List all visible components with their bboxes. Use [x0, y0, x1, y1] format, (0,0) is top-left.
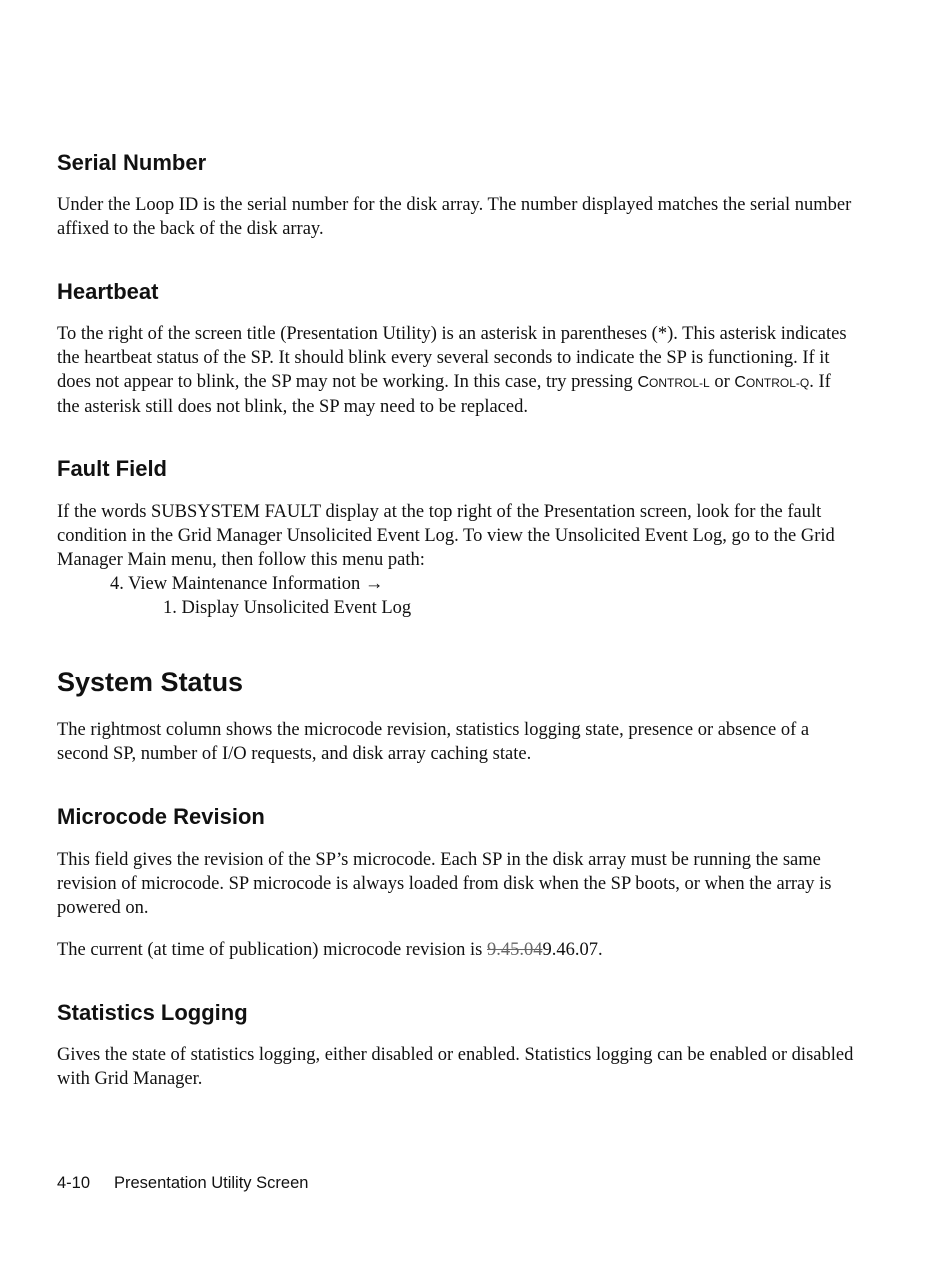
- heartbeat-text-part-1: To the right of the screen title (Presentation Utility) is an asterisk in parentheses (*). This asterisk indicates the heartbeat status of the SP. It should blink every several seconds to indicate the SP is functioning. If it does not appear to blink, the SP may not be working. In this case, try pressing: [57, 324, 847, 392]
- system-status-paragraph: The rightmost column shows the microcode revision, statistics logging state, presence or absence of a second SP, number of I/O requests, and disk array caching state.: [57, 720, 810, 764]
- menu-path-step-2: 1. Display Unsolicited Event Log: [163, 598, 412, 618]
- control-q-key: CONTROL-Q: [734, 374, 810, 391]
- system-status-heading: System Status: [57, 667, 244, 697]
- microcode-revision-paragraph: This field gives the revision of the SP’s microcode. Each SP in the disk array must be running the same revision of microcode. SP microcode is always loaded from disk when the SP boots, or when the array is powered on.: [57, 850, 832, 918]
- heartbeat-paragraph: [57, 322, 857, 419]
- serial-number-heading: Serial Number: [57, 150, 207, 175]
- or-text: or: [709, 372, 735, 392]
- statistics-logging-paragraph: Gives the state of statistics logging, either disabled or enabled. Statistics logging can be enabled or disabled with Grid Manager.: [57, 1045, 854, 1089]
- new-revision: 9.46.07: [542, 940, 598, 960]
- old-revision-strikethrough: 9.45.04: [486, 940, 543, 960]
- page-number: 4-10: [57, 1174, 91, 1192]
- current-revision-prefix: The current (at time of publication) microcode revision is: [57, 940, 487, 960]
- heartbeat-text-part-2: . If the asterisk still does not blink, the SP may need to be replaced.: [57, 372, 831, 417]
- current-revision-paragraph: [57, 938, 603, 962]
- serial-number-paragraph: Under the Loop ID is the serial number for the disk array. The number displayed matches the serial number affixed to the back of the disk array.: [57, 195, 852, 239]
- current-revision-suffix: .: [597, 940, 603, 960]
- footer-title: Presentation Utility Screen: [114, 1174, 309, 1192]
- control-l-key: CONTROL-L: [637, 374, 710, 391]
- microcode-revision-heading: Microcode Revision: [57, 804, 265, 829]
- page-footer: [57, 1174, 308, 1193]
- fault-field-paragraph: If the words SUBSYSTEM FAULT display at the top right of the Presentation screen, look for the fault condition in the Grid Manager Unsolicited Event Log. To view the Unsolicited Event Log, go to the Grid Manager Main menu, then follow this menu path:: [57, 502, 835, 570]
- fault-field-heading: Fault Field: [57, 456, 167, 481]
- heartbeat-heading: Heartbeat: [57, 279, 159, 304]
- statistics-logging-heading: Statistics Logging: [57, 1000, 248, 1025]
- fault-field-block: [57, 500, 857, 620]
- menu-path-step-1: 4. View Maintenance Information →: [110, 574, 384, 594]
